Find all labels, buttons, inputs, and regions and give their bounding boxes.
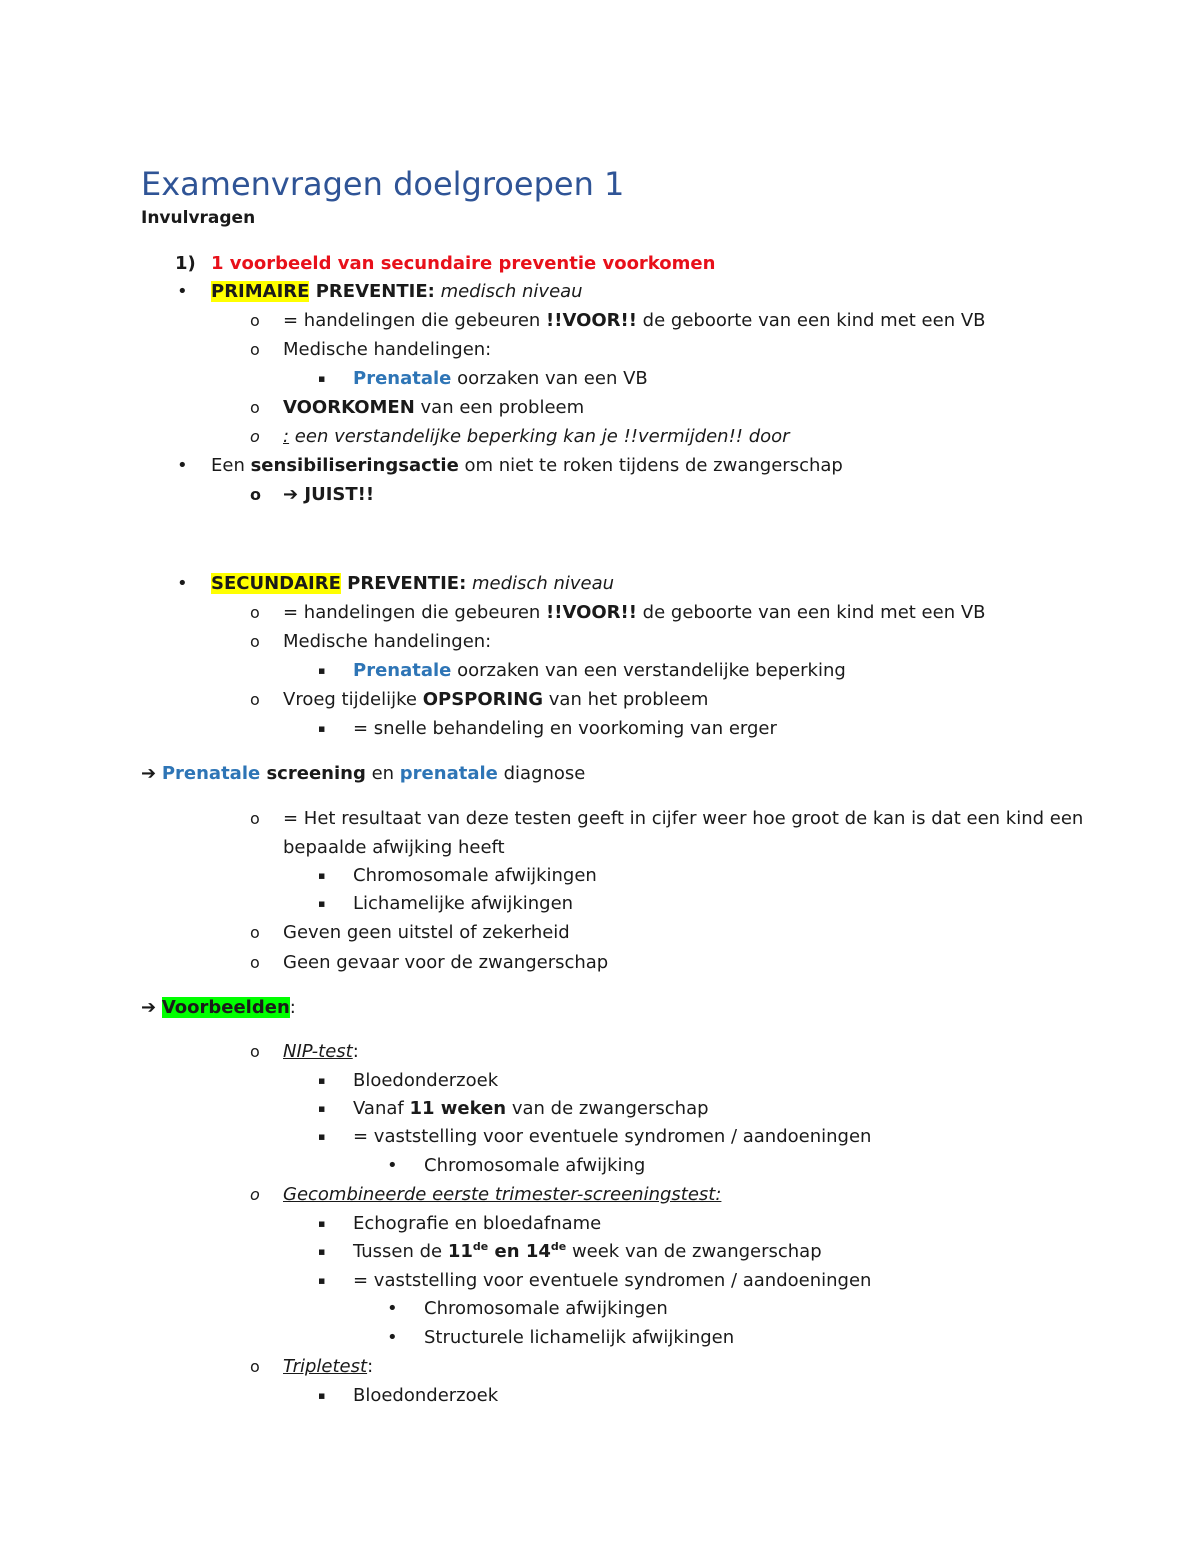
text-span: Prenatale [161, 763, 261, 784]
secundaire-highlight: SECUNDAIRE [211, 573, 341, 594]
square-bullet-icon: ▪ [318, 1274, 326, 1287]
screening-line-2: Chromosomale afwijkingen [353, 865, 597, 886]
text-span: de geboorte van een kind met een VB [636, 310, 986, 331]
text-span: 11 [447, 1241, 473, 1262]
text-span: Vanaf [353, 1098, 410, 1119]
primaire-line-2: Medische handelingen: [283, 339, 492, 360]
secundaire-line-3 [353, 659, 846, 683]
screening-line-4: Geven geen uitstel of zekerheid [283, 922, 570, 943]
nip-line-3: = vaststelling voor eventuele syndromen / aandoeningen [353, 1126, 872, 1147]
text-span: medisch niveau [466, 573, 615, 594]
superscript: de [550, 1240, 567, 1253]
square-bullet-icon: ▪ [318, 897, 326, 910]
page-title: Examenvragen doelgroepen 1 [141, 165, 625, 203]
nip-line-1: Bloedonderzoek [353, 1070, 499, 1091]
arrow-icon: ➔ [141, 763, 157, 784]
text-span: Vroeg tijdelijke [283, 689, 423, 710]
circle-bullet-icon: o [250, 953, 260, 972]
text-span: Voorbeelden [161, 997, 290, 1018]
trip-line-1: Bloedonderzoek [353, 1385, 499, 1406]
text-span: JUIST!! [304, 484, 375, 505]
text-span: de geboorte van een kind met een VB [636, 602, 986, 623]
square-bullet-icon: ▪ [318, 869, 326, 882]
arrow-icon: ➔ [283, 484, 299, 505]
text-span: prenatale [399, 763, 498, 784]
text-span: : [367, 1356, 374, 1377]
gec-heading: Gecombineerde eerste trimester-screeningstest: [283, 1184, 722, 1205]
circle-bullet-icon: o [250, 340, 260, 359]
circle-bullet-icon: o [250, 1042, 260, 1061]
text-span: Prenatale [353, 660, 452, 681]
gec-line-1: Echografie en bloedafname [353, 1213, 602, 1234]
text-span: oorzaken van een VB [451, 368, 648, 389]
circle-bullet-icon: o [250, 1185, 260, 1204]
nip-heading [283, 1040, 359, 1064]
text-span: Prenatale [353, 368, 452, 389]
secundaire-line-2: Medische handelingen: [283, 631, 492, 652]
text-span: sensibiliseringsactie [250, 455, 459, 476]
circle-bullet-icon: o [250, 311, 260, 330]
text-span: week van de zwangerschap [566, 1241, 822, 1262]
primaire-line-1 [283, 309, 986, 333]
secundaire-line-4 [283, 688, 708, 712]
circle-bullet-icon: o [250, 427, 260, 446]
text-span: van de zwangerschap [506, 1098, 709, 1119]
text-span: screening [260, 763, 366, 784]
square-bullet-icon: ▪ [318, 1389, 326, 1402]
text-span: : [352, 1041, 359, 1062]
gec-line-3: = vaststelling voor eventuele syndromen / aandoeningen [353, 1270, 872, 1291]
primaire-line-5 [283, 425, 790, 449]
text-span: !!VOOR!! [546, 602, 637, 623]
gec-line-4: Chromosomale afwijkingen [424, 1298, 668, 1319]
text-span: van het probleem [543, 689, 709, 710]
text-span: = handelingen die gebeuren [283, 310, 547, 331]
primaire-highlight: PRIMAIRE [211, 281, 310, 302]
square-bullet-icon: ▪ [318, 1217, 326, 1230]
bullet-icon: • [387, 1327, 398, 1348]
section-subtitle: Invulvragen [141, 208, 256, 228]
text-span: VOORKOMEN [283, 397, 415, 418]
circle-bullet-icon: o [250, 1357, 260, 1376]
voorbeelden-heading [141, 996, 296, 1020]
gec-line-2 [353, 1240, 822, 1264]
gec-line-5: Structurele lichamelijk afwijkingen [424, 1327, 735, 1348]
text-span: = handelingen die gebeuren [283, 602, 547, 623]
bullet-icon: • [177, 573, 188, 594]
sens-line [211, 454, 843, 478]
square-bullet-icon: ▪ [318, 372, 326, 385]
primaire-bold: PREVENTIE: [309, 281, 435, 302]
primaire-line-4 [283, 396, 584, 420]
square-bullet-icon: ▪ [318, 1074, 326, 1087]
text-span: : [289, 997, 296, 1018]
square-bullet-icon: ▪ [318, 664, 326, 677]
square-bullet-icon: ▪ [318, 1130, 326, 1143]
arrow-icon: ➔ [141, 997, 157, 1018]
bullet-icon: • [177, 281, 188, 302]
text-span: : [283, 426, 290, 447]
square-bullet-icon: ▪ [318, 1245, 326, 1258]
square-bullet-icon: ▪ [318, 1102, 326, 1115]
screening-line-5: Geen gevaar voor de zwangerschap [283, 952, 609, 973]
text-span: oorzaken van een verstandelijke beperking [451, 660, 846, 681]
text-span: Tripletest [283, 1356, 368, 1377]
primaire-line-3 [353, 367, 648, 391]
screening-line-1: = Het resultaat van deze testen geeft in cijfer weer hoe groot de kan is dat een kind een [283, 808, 1084, 829]
secundaire-heading [211, 572, 614, 596]
circle-bullet-icon: o [250, 809, 260, 828]
primaire-italic: medisch niveau [434, 281, 583, 302]
text-span: !!VOOR!! [546, 310, 637, 331]
bullet-icon: • [387, 1155, 398, 1176]
text-span: Tussen de [353, 1241, 448, 1262]
text-span: van een probleem [414, 397, 585, 418]
circle-bullet-icon: o [250, 923, 260, 942]
question-number: 1) [175, 253, 196, 274]
circle-bullet-icon: o [250, 690, 260, 709]
juist-line [283, 483, 374, 507]
circle-bullet-icon: o [250, 485, 261, 504]
circle-bullet-icon: o [250, 398, 260, 417]
bullet-icon: • [177, 455, 188, 476]
secundaire-line-1 [283, 601, 986, 625]
text-span: een verstandelijke beperking kan je !!vermijden!! door [289, 426, 790, 447]
primaire-heading [211, 280, 583, 304]
superscript: de [472, 1240, 489, 1253]
question-text: 1 voorbeeld van secundaire preventie voorkomen [211, 253, 716, 274]
text-span: en 14 [488, 1241, 551, 1262]
text-span: en [365, 763, 400, 784]
secundaire-line-5: = snelle behandeling en voorkoming van erger [353, 718, 777, 739]
circle-bullet-icon: o [250, 603, 260, 622]
text-span: Een [211, 455, 251, 476]
nip-line-4: Chromosomale afwijking [424, 1155, 646, 1176]
bullet-icon: • [387, 1298, 398, 1319]
nip-line-2 [353, 1097, 709, 1121]
text-span: 11 weken [409, 1098, 507, 1119]
screening-heading [141, 762, 585, 786]
text-span: OPSPORING [422, 689, 544, 710]
text-span: NIP-test [283, 1041, 353, 1062]
text-span: PREVENTIE: [340, 573, 467, 594]
screening-line-3: Lichamelijke afwijkingen [353, 893, 574, 914]
square-bullet-icon: ▪ [318, 722, 326, 735]
text-span: om niet te roken tijdens de zwangerschap [458, 455, 843, 476]
text-span: diagnose [497, 763, 586, 784]
screening-line-1b: bepaalde afwijking heeft [283, 837, 505, 858]
trip-heading [283, 1355, 373, 1379]
circle-bullet-icon: o [250, 632, 260, 651]
